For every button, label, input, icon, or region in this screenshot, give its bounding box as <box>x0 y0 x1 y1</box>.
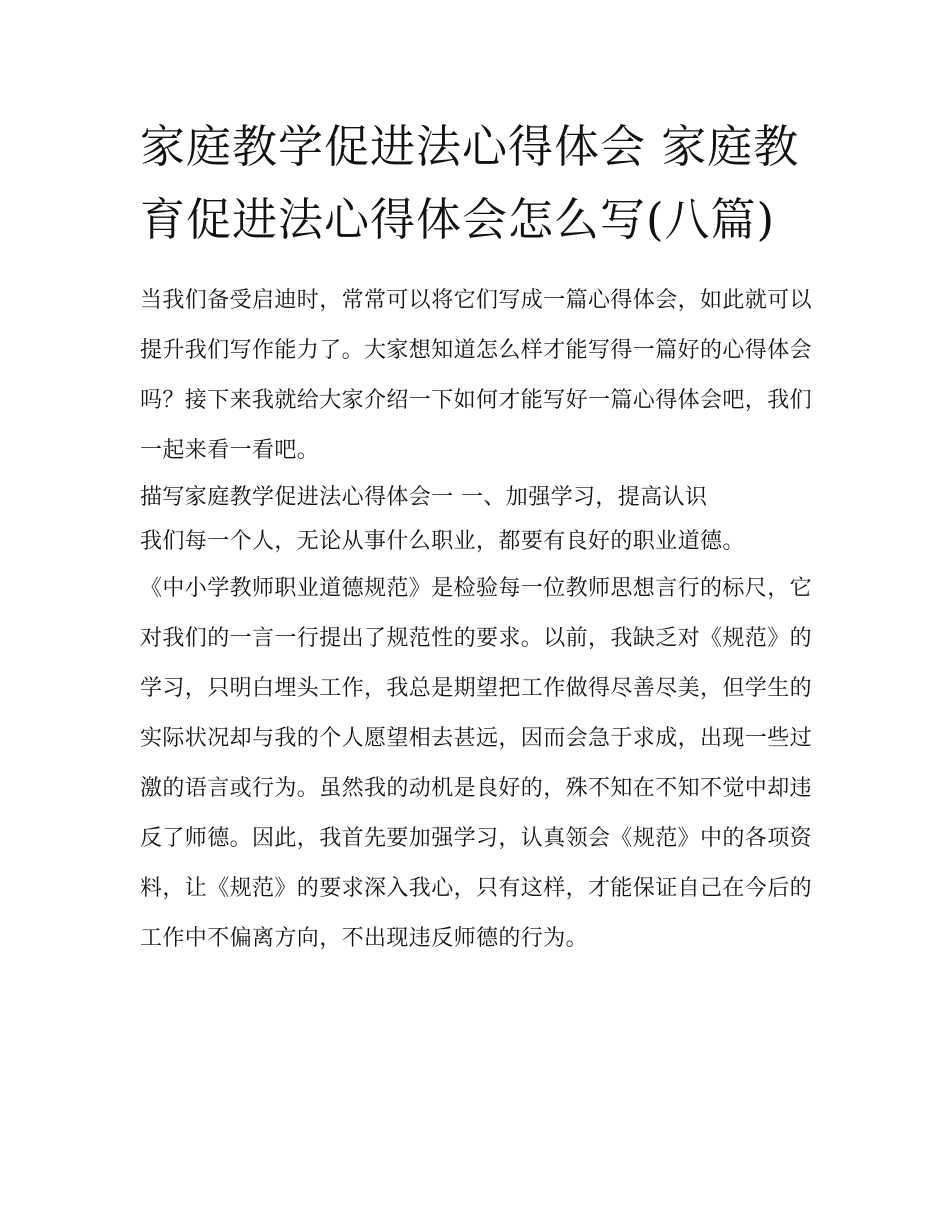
section-heading: 描写家庭教学促进法心得体会一 一、加强学习，提高认识 <box>140 485 708 510</box>
intro-paragraph: 当我们备受启迪时，常常可以将它们写成一篇心得体会，如此就可以提升我们写作能力了。大家想知道怎么样才能写得一篇好的心得体会吗？接下来我就给大家介绍一下如何才能写好一篇心得体会吧，我们一起来看一看吧。 <box>140 288 813 463</box>
document-title: 家庭教学促进法心得体会 家庭教育促进法心得体会怎么写(八篇) <box>140 120 800 246</box>
document-page <box>140 110 812 964</box>
section-body-paragraph: 《中小学教师职业道德规范》是检验每一位教师思想言行的标尺，它对我们的一言一行提出了规范性的要求。以前，我缺乏对《规范》的学习，只明白埋头工作，我总是期望把工作做得尽善尽美，但学生的实际状况却与我的个人愿望相去甚远，因而会急于求成，出现一些过激的语言或行为。虽然我的动机是良好的，殊不知在不知不觉中却违反了师德。因此，我首先要加强学习，认真领会《规范》中的各项资料，让《规范》的要求深入我心，只有这样，才能保证自己在今后的工作中不偏离方向，不出现违反师德的行为。 <box>140 576 813 951</box>
section-lead-paragraph: 我们每一个人，无论从事什么职业，都要有良好的职业道德。 <box>140 529 745 554</box>
document-body <box>140 276 812 964</box>
